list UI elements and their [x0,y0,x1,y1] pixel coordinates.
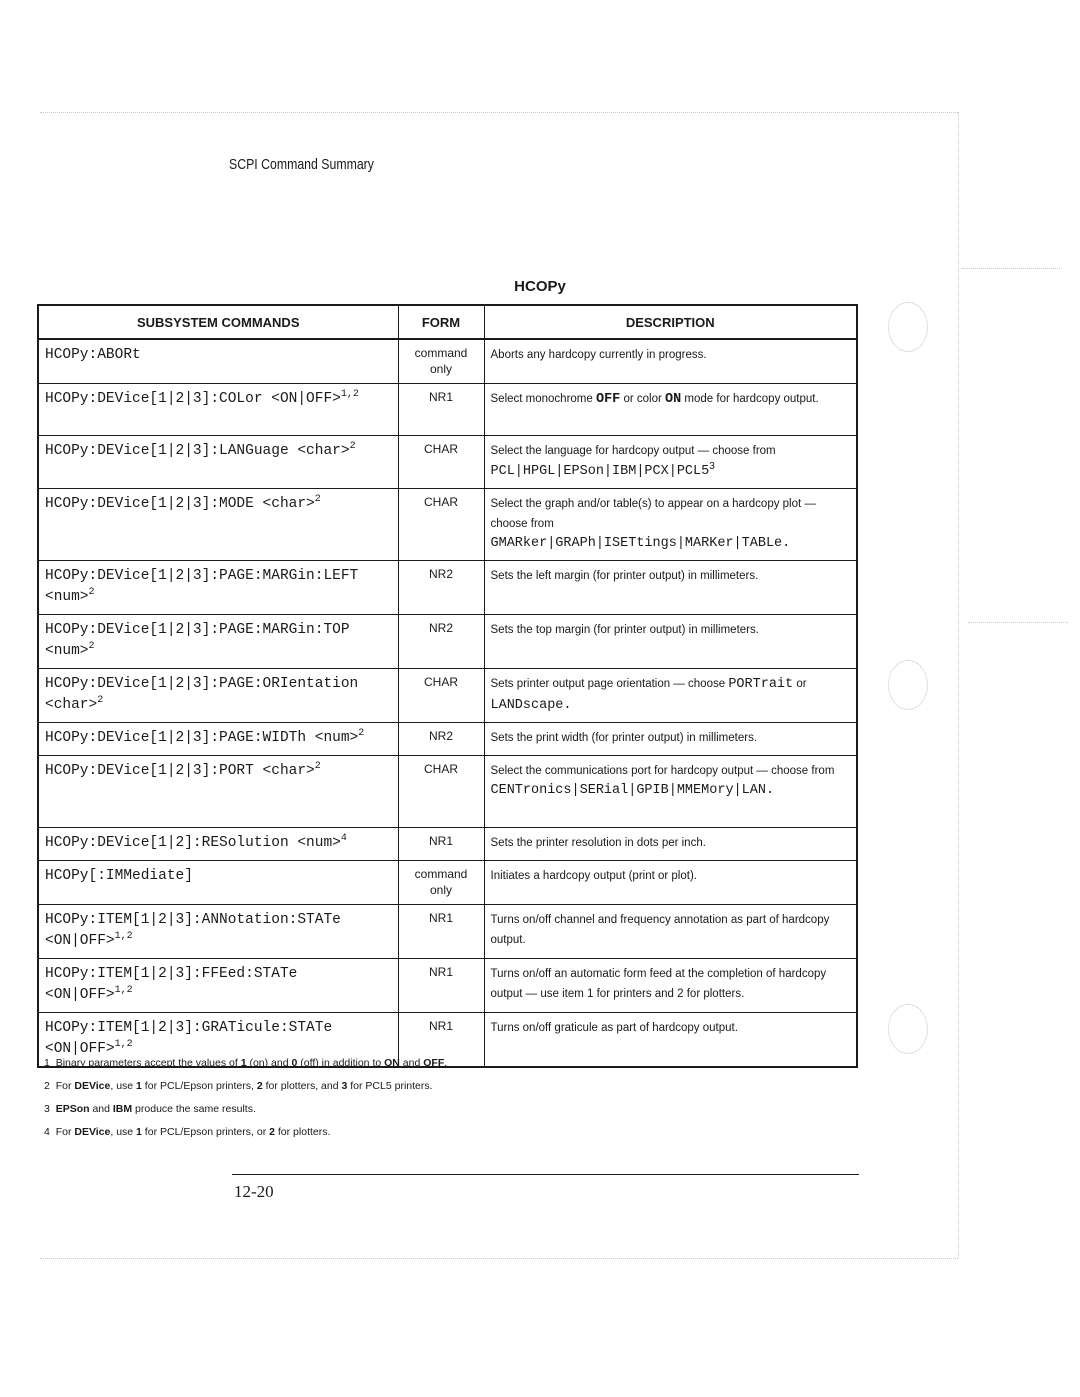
subsystem-title: HCOPy [514,278,566,295]
description-cell: Aborts any hardcopy currently in progress. [484,339,857,384]
footnote [44,1075,447,1098]
footnote-text: , use [110,1080,137,1092]
command-cell [38,615,398,669]
form-cell: NR1 [398,1013,484,1068]
footnote-ref: 2 [88,641,95,653]
command-table [37,304,858,1068]
command-cell [38,756,398,828]
footnote-ref: 1,2 [340,389,359,401]
page-bottom-border [40,1258,958,1259]
description-cell: Sets the printer resolution in dots per inch. [484,828,857,861]
description-cell: Sets the print width (for printer output) in millimeters. [484,723,857,756]
footnote-ref: 3 [709,461,715,473]
footnote-ref: 1,2 [114,985,133,997]
description-cell [484,669,857,723]
form-cell: NR2 [398,615,484,669]
footnote-bold: OFF [423,1057,445,1069]
footnote-bold: 1 [136,1080,142,1092]
footnote-text: and [399,1057,424,1069]
command-cell [38,905,398,959]
footnote [44,1052,447,1075]
description-cell: Turns on/off an automatic form feed at the completion of hardcopy output — use item 1 for printers and 2 for plotters. [484,959,857,1013]
table-row [38,436,857,489]
form-cell: CHAR [398,489,484,561]
footnote-ref: 2 [314,494,321,506]
description-cell [484,756,857,828]
footnote-number: 2 [44,1080,50,1092]
form-cell: command only [398,861,484,905]
description-cell: Turns on/off graticule as part of hardcopy output. [484,1013,857,1068]
description-cell [484,384,857,436]
description-text: or color [620,393,666,405]
command-text: HCOPy:ITEM[1|2|3]:GRATicule:STATe <ON|OFF> [45,1020,333,1057]
footnote-number: 1 [44,1057,50,1069]
command-text: HCOPy:DEVice[1|2]:RESolution <num> [45,835,341,851]
form-cell: NR2 [398,561,484,615]
footnote-text: produce the same results. [132,1103,256,1115]
description-cell: Initiates a hardcopy output (print or plot). [484,861,857,905]
footnote-text: Binary parameters accept the values of [55,1057,241,1069]
footnote-text: , use [110,1126,137,1138]
description-text: or [793,678,807,690]
form-cell: NR1 [398,384,484,436]
command-text: HCOPy:DEVice[1|2|3]:PAGE:MARGin:LEFT <num> [45,568,359,605]
edge-tick [962,268,1062,269]
table-row [38,905,857,959]
command-text: HCOPy:ABORt [45,347,141,363]
param-list: GMARker|GRAPh|ISETtings|MARKer|TABLe. [490,536,791,551]
description-cell [484,489,857,561]
footnote-number: 4 [44,1126,50,1138]
form-cell: command only [398,339,484,384]
table-row [38,959,857,1013]
param-value: OFF [595,392,621,407]
table-row [38,489,857,561]
table-row [38,339,857,384]
form-cell: NR1 [398,828,484,861]
command-text: HCOPy:DEVice[1|2|3]:PAGE:ORIentation <char> [45,676,359,713]
table-row [38,561,857,615]
footnote-text: . [444,1057,448,1069]
footnote-bold: 1 [136,1126,142,1138]
punch-hole [888,1004,928,1054]
page-number: 12-20 [234,1182,274,1201]
table-row [38,615,857,669]
footnote-ref: 4 [340,833,347,845]
footnote-bold: DEVice [74,1080,111,1092]
command-text: HCOPy:ITEM[1|2|3]:FFEed:STATe <ON|OFF> [45,966,298,1003]
table-row [38,828,857,861]
command-text: HCOPy[:IMMediate] [45,868,193,884]
footnote-bold: 2 [269,1126,275,1138]
punch-hole [888,660,928,710]
footnote-bold: DEVice [74,1126,111,1138]
footnote-bold: 1 [240,1057,247,1069]
footnote-text: For [55,1080,75,1092]
command-cell [38,489,398,561]
command-text: HCOPy:DEVice[1|2|3]:MODE <char> [45,496,315,512]
header-description: DESCRIPTION [484,305,857,339]
command-text: HCOPy:DEVice[1|2|3]:PAGE:MARGin:TOP <num> [45,622,350,659]
command-cell [38,384,398,436]
footnote-text: (on) and [246,1057,292,1069]
command-text: HCOPy:DEVice[1|2|3]:LANGuage <char> [45,443,350,459]
footnote-bold: EPSon [55,1103,90,1115]
form-cell: CHAR [398,669,484,723]
header-commands: SUBSYSTEM COMMANDS [38,305,398,339]
command-cell [38,861,398,905]
footnotes [44,1052,447,1144]
param-value: ON [665,392,682,407]
footnote-ref: 2 [314,761,321,773]
footer-rule [232,1174,859,1175]
footnote-ref: 2 [88,587,95,599]
description-text: Sets printer output page orientation — choose [490,678,729,690]
command-text: HCOPy:ITEM[1|2|3]:ANNotation:STATe <ON|OFF> [45,912,341,949]
command-text: HCOPy:DEVice[1|2|3]:PAGE:WIDTh <num> [45,730,359,746]
table-row [38,861,857,905]
table-row [38,723,857,756]
description-cell: Sets the top margin (for printer output) in millimeters. [484,615,857,669]
footnote-bold: ON [384,1057,400,1069]
description-cell: Turns on/off channel and frequency annotation as part of hardcopy output. [484,905,857,959]
footnote-ref: 2 [97,695,104,707]
footnote-bold: 3 [341,1080,348,1092]
header-form: FORM [398,305,484,339]
footnote-text: for plotters. [274,1126,331,1138]
table-header-row [38,305,857,339]
param-list: CENTronics|SERial|GPIB|MMEMory|LAN. [490,783,775,798]
footnote-text: for PCL5 printers. [347,1080,433,1092]
footnote-text: for PCL/Epson printers, or [141,1126,270,1138]
footnote-text: for plotters, and [262,1080,342,1092]
description-cell: Sets the left margin (for printer output) in millimeters. [484,561,857,615]
footnote [44,1121,447,1144]
footnote-text: For [55,1126,75,1138]
command-text: HCOPy:DEVice[1|2|3]:PORT <char> [45,763,315,779]
command-cell [38,561,398,615]
footnote-bold: IBM [112,1103,133,1115]
table-row [38,384,857,436]
footnote-text: (off) in addition to [297,1057,385,1069]
param-list: PCL|HPGL|EPSon|IBM|PCX|PCL5 [490,464,710,479]
command-cell [38,828,398,861]
description-text: mode for hardcopy output. [681,393,819,405]
footnote-bold: 2 [256,1080,263,1092]
form-cell: NR1 [398,959,484,1013]
description-cell [484,436,857,489]
command-cell [38,436,398,489]
description-text: Select the graph and/or table(s) to appear on a hardcopy plot — choose from [490,498,816,530]
form-cell: CHAR [398,436,484,489]
footnote-number: 3 [44,1103,50,1115]
page-top-border [40,112,958,113]
form-cell: CHAR [398,756,484,828]
command-cell [38,959,398,1013]
footnote-bold: 0 [291,1057,298,1069]
description-text: Select the communications port for hardcopy output — choose from [490,765,835,777]
form-cell: NR1 [398,905,484,959]
punch-hole [888,302,928,352]
running-head: SCPI Command Summary [229,156,374,173]
footnote-text: and [89,1103,113,1115]
form-cell: NR2 [398,723,484,756]
footnote [44,1098,447,1121]
command-text: HCOPy:DEVice[1|2|3]:COLor <ON|OFF> [45,391,341,407]
command-cell [38,669,398,723]
footnote-ref: 2 [358,728,365,740]
footnote-text: for PCL/Epson printers, [141,1080,257,1092]
param-value: LANDscape. [490,698,572,713]
description-text: Select monochrome [490,393,596,405]
command-cell [38,723,398,756]
footnote-ref: 2 [349,441,356,453]
param-value: PORTrait [728,677,794,692]
table-row [38,669,857,723]
edge-tick [968,622,1068,623]
table-row [38,756,857,828]
footnote-ref: 1,2 [114,1039,133,1051]
description-text: Select the language for hardcopy output — choose from [490,445,776,457]
footnote-ref: 1,2 [114,931,133,943]
command-cell [38,339,398,384]
